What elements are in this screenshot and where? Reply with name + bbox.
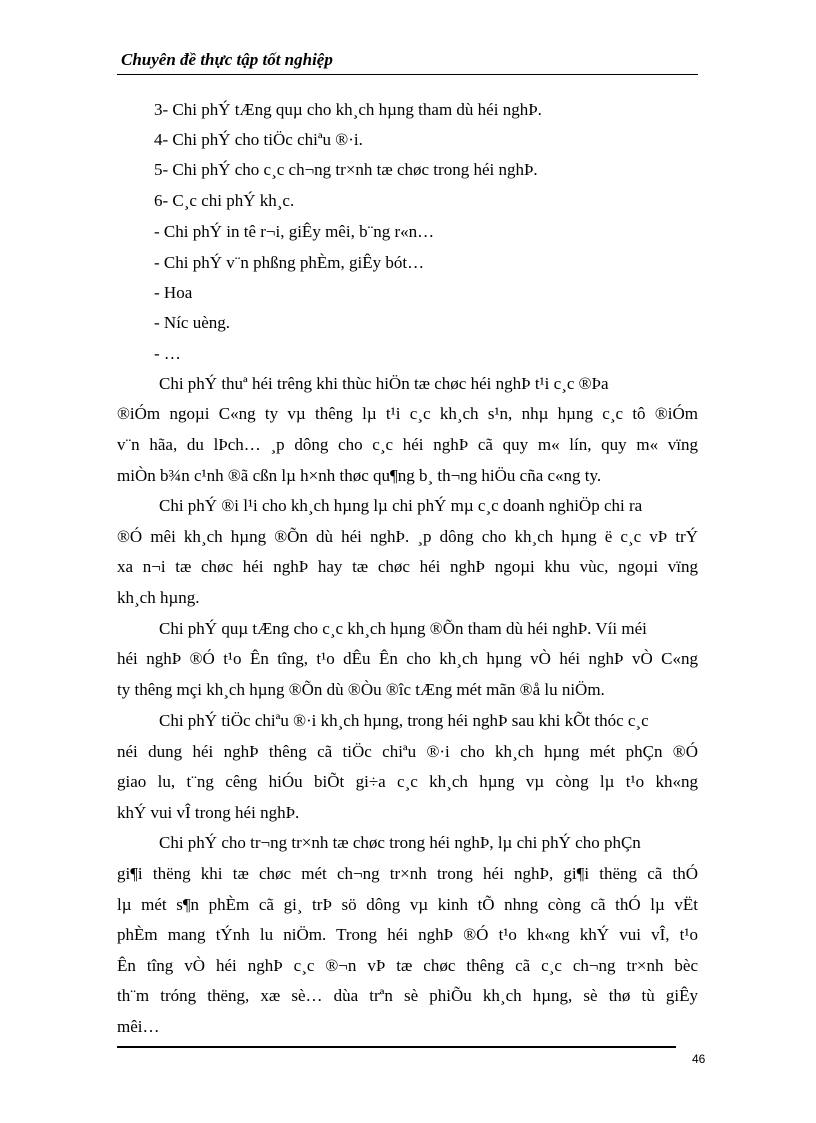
paragraph-line: lµ mét s¶n phÈm cã gi¸ trÞ sö dông vµ kinh tÕ nhng còng cã thÓ lµ vËt xyxy=(117,895,698,914)
paragraph-line: giao lu, t¨ng cêng hiÓu biÕt gi÷a c¸c kh¸ch hµng vµ còng lµ t¹o kh«ng xyxy=(117,772,698,791)
paragraph-line: Ên tîng vÒ héi nghÞ c¸c ®¬n vÞ tæ chøc thêng cã c¸c ch¬ng tr×nh bèc xyxy=(117,956,698,975)
paragraph-line: Chi phÝ thuª héi trêng khi thùc hiÖn tæ chøc héi nghÞ t¹i c¸c ®Þa xyxy=(159,374,609,393)
paragraph-line: Chi phÝ tiÖc chiªu ®·i kh¸ch hµng, trong héi nghÞ sau khi kÕt thóc c¸c xyxy=(159,711,649,730)
list-item: - Níc uèng. xyxy=(154,313,231,332)
list-item: - Chi phÝ v¨n phßng phÈm, giÊy bót… xyxy=(154,253,425,272)
paragraph-line: miÒn b¾n c¹nh ®ã cßn lµ h×nh thøc qu¶ng b¸ th¬ng hiÖu cña c«ng ty. xyxy=(117,466,602,485)
page-header-title: Chuyên đề thực tập tốt nghiệp xyxy=(121,50,333,69)
list-item: 5- Chi phÝ cho c¸c ch¬ng tr×nh tæ chøc trong héi nghÞ. xyxy=(154,160,538,179)
list-item: 6- C¸c chi phÝ kh¸c. xyxy=(154,191,295,210)
paragraph-line: ®iÓm ngoµi C«ng ty vµ thêng lµ t¹i c¸c kh¸ch s¹n, nhµ hµng c¸c tô ®iÓm xyxy=(117,404,698,423)
list-item: - Hoa xyxy=(154,283,193,302)
paragraph-line: ®Ó mêi kh¸ch hµng ®Õn dù héi nghÞ. ¸p dông cho kh¸ch hµng ë c¸c vÞ trÝ xyxy=(117,527,698,546)
footer-divider xyxy=(117,1046,676,1048)
paragraph-line: Chi phÝ ®i l¹i cho kh¸ch hµng lµ chi phÝ mµ c¸c doanh nghiÖp chi ra xyxy=(159,496,643,515)
paragraph-line: kh¸ch hµng. xyxy=(117,588,200,607)
paragraph-line: mêi… xyxy=(117,1017,160,1036)
list-item: - Chi phÝ in tê r¬i, giÊy mêi, b¨ng r«n… xyxy=(154,222,435,241)
list-item: 4- Chi phÝ cho tiÖc chiªu ®·i. xyxy=(154,130,363,149)
paragraph-line: gi¶i thëng khi tæ chøc mét ch¬ng tr×nh trong héi nghÞ, gi¶i thëng cã thÓ xyxy=(117,864,698,883)
paragraph-line: héi nghÞ ®Ó t¹o Ên tîng, t¹o dÊu Ên cho kh¸ch hµng vÒ héi nghÞ vÒ C«ng xyxy=(117,649,698,668)
paragraph-line: ty thêng mçi kh¸ch hµng ®Õn dù ®Òu ®îc tÆng mét mãn ®å lu niÖm. xyxy=(117,680,605,699)
header-divider xyxy=(117,74,698,75)
paragraph-line: néi dung héi nghÞ thêng cã tiÖc chiªu ®·i cho kh¸ch hµng mét phÇn ®Ó xyxy=(117,742,698,761)
paragraph-line: phÈm mang tÝnh lu niÖm. Trong héi nghÞ ®Ó t¹o kh«ng khÝ vui vÎ, t¹o xyxy=(117,925,698,944)
page-number: 46 xyxy=(692,1052,706,1066)
paragraph-line: th¨m tróng thëng, xæ sè… dùa trªn sè phiÕu kh¸ch hµng, sè thø tù giÊy xyxy=(117,986,698,1005)
paragraph-line: xa n¬i tæ chøc héi nghÞ hay tæ chøc héi nghÞ ngoµi khu vùc, ngoµi vïng xyxy=(117,557,698,576)
paragraph-line: v¨n hãa, du lÞch… ¸p dông cho c¸c héi nghÞ cã quy m« lín, quy m« vïng xyxy=(117,435,698,454)
paragraph-line: Chi phÝ cho tr¬ng tr×nh tæ chøc trong héi nghÞ, lµ chi phÝ cho phÇn xyxy=(159,833,641,852)
paragraph-line: Chi phÝ quµ tÆng cho c¸c kh¸ch hµng ®Õn tham dù héi nghÞ. Víi méi xyxy=(159,619,647,638)
list-item: - … xyxy=(154,344,181,363)
paragraph-line: khÝ vui vÎ trong héi nghÞ. xyxy=(117,803,300,822)
list-item: 3- Chi phÝ tÆng quµ cho kh¸ch hµng tham dù héi nghÞ. xyxy=(154,100,542,119)
